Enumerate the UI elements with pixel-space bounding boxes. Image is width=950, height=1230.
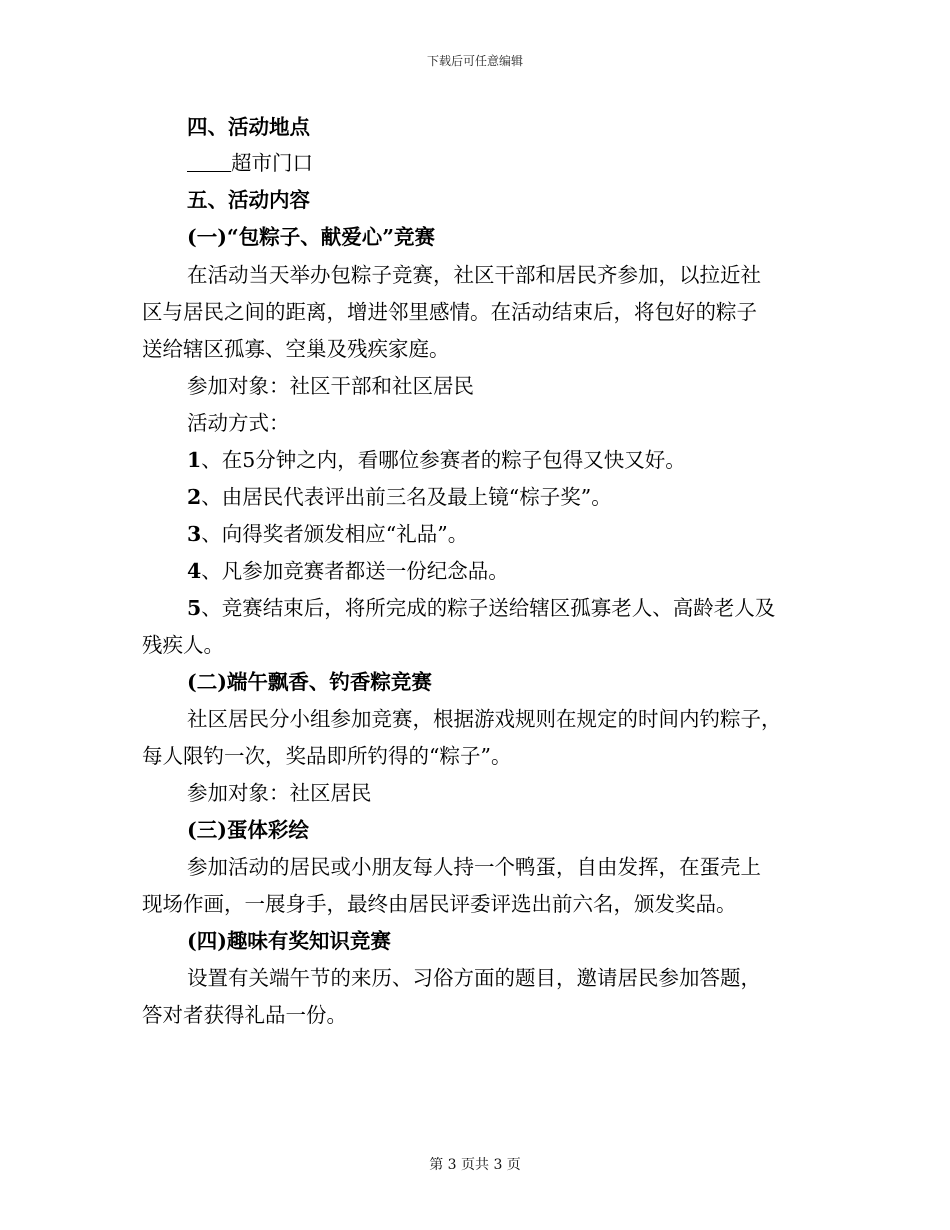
activity1-desc-line-1: 在活动当天举办包粽子竞赛，社区干部和居民齐参加，以拉近社 [187, 263, 761, 287]
activity3-heading: (三)蛋体彩绘 [187, 818, 309, 842]
rule-item [187, 447, 686, 473]
rule-number: 5 [187, 596, 202, 620]
rule-number: 3 [187, 522, 202, 546]
activity2-heading: (二)端午飘香、钓香粽竞赛 [187, 670, 432, 694]
page-number: 第 3 页共 3 页 [429, 1157, 521, 1173]
rule-5-continuation: 残疾人。 [142, 633, 224, 657]
activity1-desc-line-3: 送给辖区孤寡、空巢及残疾家庭。 [142, 337, 450, 361]
rule-item [187, 558, 509, 584]
activity1-method-label: 活动方式： [187, 411, 290, 435]
rule-text: 、由居民代表评出前三名及最上镜“棕子奖”。 [201, 485, 612, 509]
activity3-desc-line-2: 现场作画，一展身手，最终由居民评委评选出前六名，颁发奖品。 [142, 892, 737, 916]
page-header-note: 下载后可任意编辑 [426, 54, 523, 68]
rule-text: 、在5分钟之内，看哪位参赛者的粽子包得又快又好。 [201, 448, 686, 472]
activity2-desc-line-1: 社区居民分小组参加竞赛，根据游戏规则在规定的时间内钓粽子， [187, 707, 782, 731]
activity4-heading: (四)趣味有奖知识竞赛 [187, 929, 391, 953]
activity1-participants: 参加对象：社区干部和社区居民 [187, 374, 474, 398]
rule-item [187, 521, 468, 547]
rule-number: 1 [187, 448, 202, 472]
activity1-heading: (一)“包粽子、献爱心”竞赛 [187, 225, 435, 249]
location-value: 超市门口 [231, 151, 313, 175]
activity2-desc-line-2: 每人限钓一次，奖品即所钓得的“粽子”。 [142, 744, 512, 768]
rule-item [187, 595, 775, 621]
activity2-participants: 参加对象：社区居民 [187, 781, 372, 805]
fill-in-blank [187, 151, 231, 172]
rule-text: 、竞赛结束后，将所完成的粽子送给辖区孤寡老人、高龄老人及 [201, 596, 776, 620]
rule-item [187, 484, 612, 510]
activity3-desc-line-1: 参加活动的居民或小朋友每人持一个鸭蛋，自由发挥，在蛋壳上 [187, 855, 761, 879]
location-line [187, 150, 313, 176]
rule-number: 4 [187, 559, 202, 583]
rule-number: 2 [187, 485, 202, 509]
content-heading: 五、活动内容 [187, 188, 310, 212]
rule-text: 、凡参加竞赛者都送一份纪念品。 [201, 559, 509, 583]
activity4-desc-line-2: 答对者获得礼品一份。 [142, 1003, 347, 1027]
activity1-desc-line-2: 区与居民之间的距离，增进邻里感情。在活动结束后，将包好的粽子 [142, 300, 757, 324]
location-heading: 四、活动地点 [187, 115, 310, 139]
rule-text: 、向得奖者颁发相应“礼品”。 [201, 522, 469, 546]
activity4-desc-line-1: 设置有关端午节的来历、习俗方面的题目，邀请居民参加答题， [187, 966, 761, 990]
